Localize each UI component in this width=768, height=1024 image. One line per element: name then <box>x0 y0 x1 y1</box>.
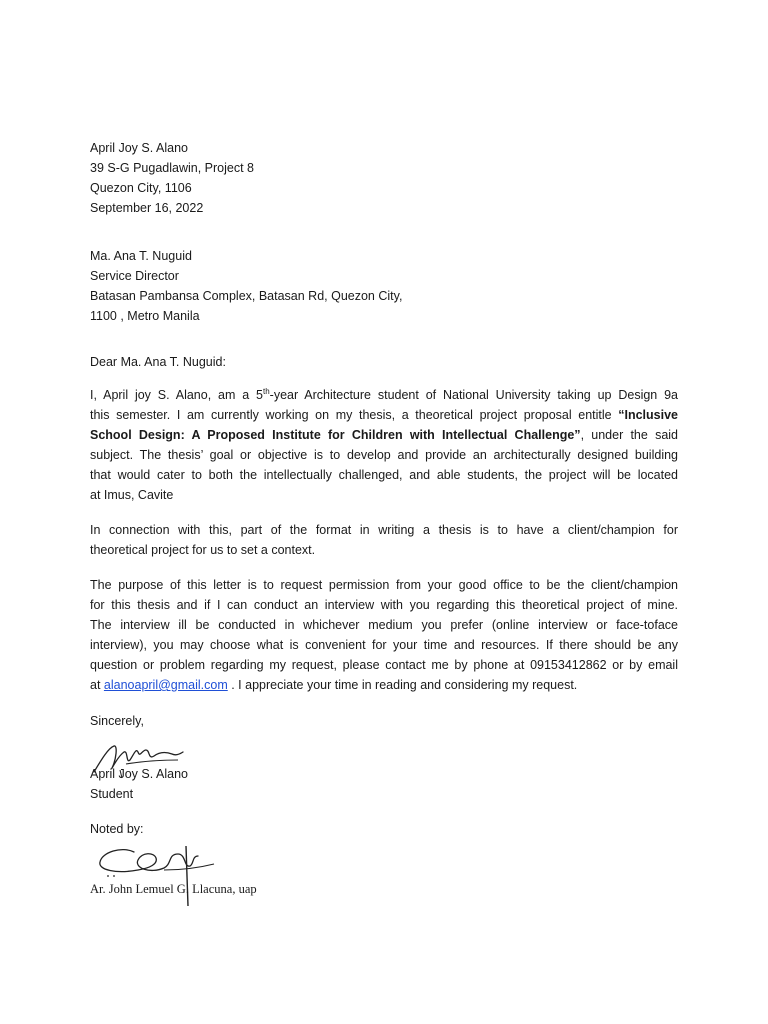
paragraph-line: School Design: A Proposed Institute for Children with Intellectual Challenge”, under the said <box>90 428 678 442</box>
recipient-address-line-1: Batasan Pambansa Complex, Batasan Rd, Quezon City, <box>90 289 403 303</box>
email-link[interactable]: alanoapril@gmail.com <box>103 678 228 692</box>
paragraph-context <box>90 520 678 560</box>
paragraph-line: I, April joy S. Alano, am a 5th-year Architecture student of National University taking up Design 9a <box>90 386 678 402</box>
paragraph-line: at Imus, Cavite <box>90 488 174 502</box>
paragraph-line: this semester. I am currently working on my thesis, a theoretical project proposal entitle “Inclusive <box>90 408 678 422</box>
paragraph-line: In connection with this, part of the format in writing a thesis is to have a client/champion for <box>90 523 678 537</box>
paragraph-line: interview), you may choose what is convenient for your time and resources. If there should be any <box>90 638 678 652</box>
paragraph-line: for this thesis and if I can conduct an interview with you regarding this theoretical project of mine. <box>90 598 678 612</box>
paragraph-request <box>90 575 678 695</box>
signatory-name: April Joy S. Alano <box>90 767 188 781</box>
paragraph-intro <box>90 385 678 505</box>
recipient-title: Service Director <box>90 269 179 283</box>
salutation: Dear Ma. Ana T. Nuguid: <box>90 355 226 369</box>
noted-by-label: Noted by: <box>90 822 144 836</box>
closing: Sincerely, <box>90 714 144 728</box>
recipient-address-line-2: 1100 , Metro Manila <box>90 309 200 323</box>
paragraph-line: question or problem regarding my request, please contact me by phone at 09153412862 or by email <box>90 658 678 672</box>
paragraph-line: The interview ill be conducted in whichever medium you prefer (online interview or face-toface <box>90 618 678 632</box>
recipient-name: Ma. Ana T. Nuguid <box>90 249 192 263</box>
paragraph-line: theoretical project for us to set a context. <box>90 543 316 557</box>
sender-address-line-1: 39 S-G Pugadlawin, Project 8 <box>90 161 254 175</box>
paragraph-line: at alanoapril@gmail.com . I appreciate your time in reading and considering my request. <box>90 678 578 692</box>
sender-address-line-2: Quezon City, 1106 <box>90 181 192 195</box>
paragraph-line: subject. The thesis’ goal or objective is to develop and provide an architecturally designed building <box>90 448 678 462</box>
sender-name: April Joy S. Alano <box>90 141 188 155</box>
paragraph-line: that would cater to both the intellectually challenged, and able students, the project will be located <box>90 468 678 482</box>
letter-date: September 16, 2022 <box>90 201 204 215</box>
noter-name: Ar. John Lemuel G. Llacuna, uap <box>90 882 257 896</box>
paragraph-line: The purpose of this letter is to request permission from your good office to be the client/champion <box>90 578 678 592</box>
signatory-role: Student <box>90 787 134 801</box>
